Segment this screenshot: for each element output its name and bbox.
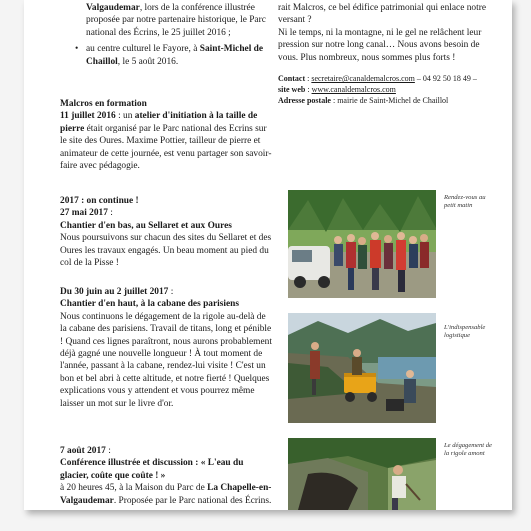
contact-label: Contact — [278, 74, 306, 84]
continue-date-line — [60, 207, 272, 219]
photo-group-meeting-image — [288, 190, 436, 298]
site-label: site web — [278, 85, 306, 95]
address-line — [278, 95, 490, 106]
august-date-suffix: : — [105, 446, 111, 456]
formation-section — [60, 98, 272, 172]
continue-heading: 2017 : on continue ! — [60, 196, 139, 206]
photo2-caption: L'indispensable logistique — [444, 324, 486, 340]
valgaudemar-rest: , lors de la conférence illustrée proposée par notre partenaire historique, le Parc national des Écrins, le 25 juillet 2016 ; — [86, 3, 266, 38]
formation-paragraph — [60, 110, 272, 172]
contact-line: Contact : secretaire@canaldemalcros.com – 04 92 50 18 49 – — [278, 74, 477, 84]
august-title: Conférence illustrée et discussion : « L'eau du glacier, coûte que coûte ! » — [60, 458, 244, 481]
site-line: site web : www.canaldemalcros.com — [278, 85, 396, 95]
june-date: Du 30 juin au 2 juillet 2017 — [60, 287, 169, 297]
contact-email[interactable]: secretaire@canaldemalcros.com — [311, 74, 415, 84]
top-right-column — [278, 2, 490, 106]
top-left-continuation — [60, 2, 272, 68]
photo-channel-clearing-image — [288, 438, 436, 510]
continue-date-suffix: : — [107, 208, 113, 219]
formation-bold: atelier d'initiation à la taille de pierre — [60, 111, 258, 134]
valgaudemar-line — [60, 2, 272, 39]
bullet-bold: Saint-Michel de Chaillol — [86, 44, 264, 67]
formation-heading: Malcros en formation — [60, 99, 147, 109]
photo-channel-clearing — [288, 438, 436, 510]
document-page — [24, 0, 512, 510]
list-item — [72, 43, 272, 68]
august-section — [60, 445, 272, 507]
photo3-caption: Le dégagement de la rigole amont — [444, 442, 492, 458]
august-date-line — [60, 445, 272, 457]
valgaudemar-bold: Valgaudemar — [86, 3, 140, 13]
bullet-pre: au centre culturel le Fayore, à — [86, 44, 200, 55]
photo-logistics — [288, 313, 436, 423]
continue-title: Chantier d'en bas, au Sellaret et aux Oures — [60, 220, 232, 231]
june-body: Nous continuons le dégagement de la rigole au-delà de la cabane des parisiens. Travail de titans, long et pénible ! Quand ces lignes paraîtront, nous aurons probablement déjà gagné une nouvelle longueur ! À tout moment de l'année, passant à la cabane, rendez-lui visite ! C'est un bon et bel abri à cette altitude, et notre fierté ! Quelques explications vous y attendent et vous pourrez même laisser un mot sur le livre d'or. — [60, 311, 272, 409]
bullet-post: , le 5 août 2016. — [117, 56, 179, 67]
june-section — [60, 286, 272, 410]
contact-phone: – 04 92 50 18 49 – — [414, 74, 477, 84]
photo-group-meeting — [288, 190, 436, 298]
continue-section — [60, 195, 272, 269]
continue-body: Nous poursuivons sur chacun des sites du Sellaret et des Oures les travaux engagés. Un beau moment au pied du col de la Pisse ! — [60, 233, 272, 269]
appeal-text-2: Ni le temps, ni la montagne, ni le gel ne relâchent leur pression sur notre long canal… Nous avons besoin de vous. Plus nombreux, nous sommes plus forts ! — [278, 27, 482, 63]
continue-date: 27 mai 2017 — [60, 208, 108, 219]
address-label: Adresse postale — [278, 96, 331, 106]
june-title: Chantier d'en haut, à la cabane des parisiens — [60, 299, 240, 310]
june-date-line — [60, 286, 272, 298]
events-list — [60, 43, 272, 68]
august-body-bold: La Chapelle-en-Valgaudemar — [60, 483, 272, 506]
august-body-pre: à 20 heures 45, à la Maison du Parc de — [60, 483, 208, 494]
photo-logistics-image — [288, 313, 436, 423]
photo1-caption: Rendez-vous au petit matin — [444, 194, 486, 210]
june-date-suffix: : — [168, 287, 174, 297]
formation-rest: était organisé par le Parc national des Ecrins sur le site des Oures. Maxime Pottier, tailleur de pierre et animateur de cette journée, est venu partager son savoir-faire avec pédagogie. — [60, 123, 272, 172]
august-date: 7 août 2017 — [60, 446, 106, 456]
august-body-post: . Proposée par le Parc national des Écrins. — [113, 495, 272, 506]
site-url[interactable]: www.canaldemalcros.com — [311, 85, 396, 95]
appeal-text: rait Malcros, ce bel édifice patrimonial qui enlace notre versant ? — [278, 3, 486, 26]
formation-lead: : un — [115, 111, 135, 122]
address-text: : mairie de Saint-Michel de Chaillol — [330, 96, 449, 106]
august-body — [60, 482, 272, 507]
formation-date: 11 juillet 2016 — [60, 111, 116, 122]
